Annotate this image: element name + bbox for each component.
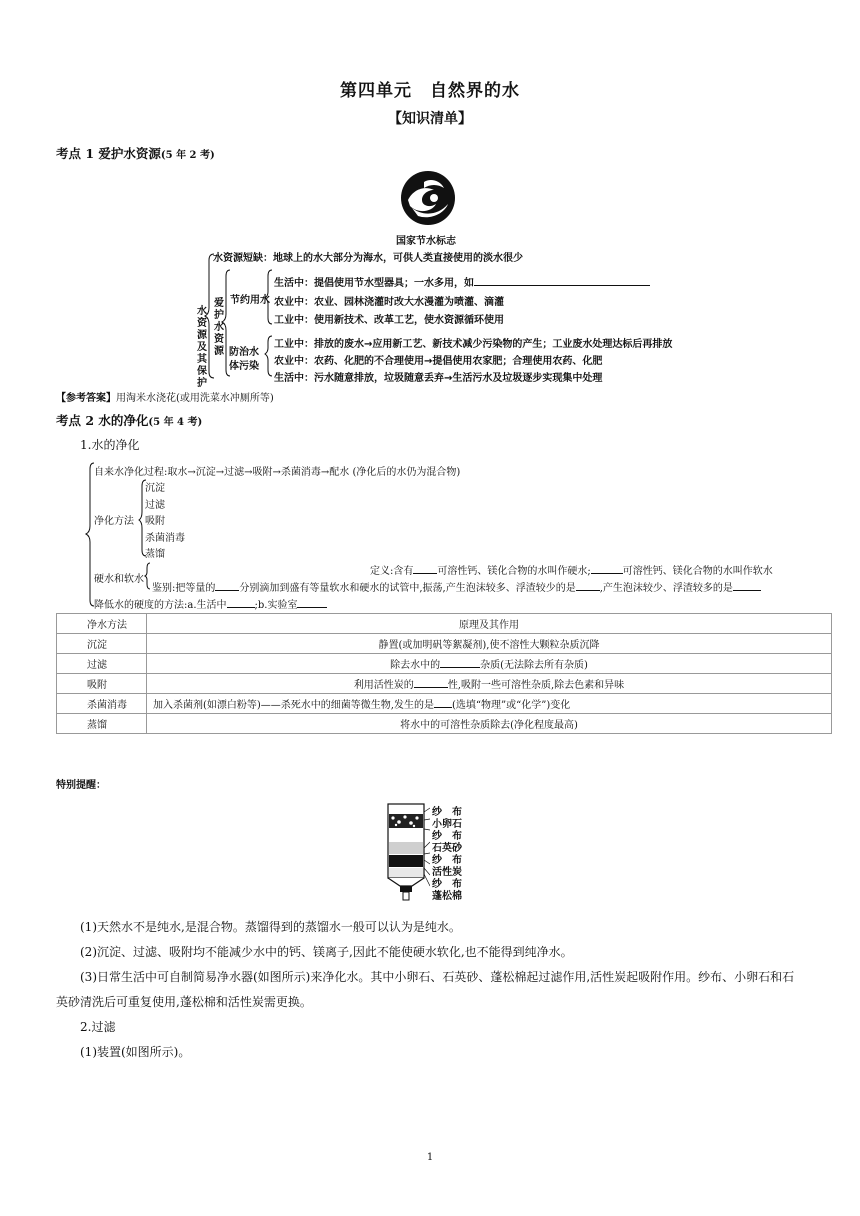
purification-brackets — [84, 460, 154, 610]
note-3: (3)日常生活中可自制简易净水器(如图所示)来净化水。其中小卵石、石英砂、蓬松棉起过滤作用,活性炭起吸附作用。纱布、小卵石和石 — [80, 970, 795, 984]
blank[interactable] — [413, 564, 437, 574]
tap-water-process: 自来水净化过程:取水→沉淀→过滤→吸附→杀菌消毒→配水 (净化后的水仍为混合物) — [94, 467, 461, 478]
method-adsorption: 吸附 — [145, 516, 165, 527]
blank[interactable] — [733, 581, 761, 591]
section2-heading: 考点 2 水的净化(5 年 4 考) — [56, 413, 203, 428]
section1-heading: 考点 1 爱护水资源(5 年 2 考) — [56, 146, 215, 161]
filter-label: 石英砂 — [432, 843, 462, 854]
note-2: (2)沉淀、过滤、吸附均不能减少水中的钙、镁离子,因此不能使硬水软化,也不能得到纯净水。 — [80, 945, 573, 959]
table-row — [57, 654, 832, 674]
blank[interactable] — [440, 658, 480, 668]
table-header-cell: 净水方法 — [57, 614, 147, 634]
note-3-cont: 英砂清洗后可重复使用,蓬松棉和活性炭需更换。 — [56, 995, 312, 1009]
hardness-identification: 鉴别:把等量的 分别滴加到盛有等量软水和硬水的试管中,振荡,产生泡沫较多、浮渣较少的是 ,产生泡沫较少、浮渣较多的是 — [152, 579, 761, 594]
pollution-label: 防治水体污染 — [229, 347, 259, 372]
method-sedimentation: 沉淀 — [145, 483, 165, 494]
reminder-label: 特别提醒： — [56, 780, 106, 791]
method-disinfection: 杀菌消毒 — [145, 533, 185, 544]
filtration-item-1: (1)装置(如图所示)。 — [80, 1045, 191, 1059]
section-subtitle: 【知识清单】 — [388, 111, 472, 127]
pollution-item-life: 生活中：污水随意排放，垃圾随意丢弃→生活污水及垃圾逐步实现集中处理 — [274, 373, 603, 384]
table-cell: 加入杀菌剂(如漂白粉等)——杀死水中的细菌等微生物,发生的是 (选填“物理”或“化学”)变化 — [147, 694, 832, 714]
save-water-label: 节约用水 — [230, 295, 270, 306]
blank[interactable] — [414, 678, 448, 688]
filter-label: 纱 布 — [432, 879, 462, 890]
water-saving-logo-icon — [400, 170, 456, 226]
table-cell: 静置(或加明矾等絮凝剂),使不溶性大颗粒杂质沉降 — [147, 634, 832, 654]
table-cell: 将水中的可溶性杂质除去(净化程度最高) — [147, 714, 832, 734]
table-cell: 沉淀 — [57, 634, 147, 654]
method-distillation: 蒸馏 — [145, 549, 165, 560]
sub-heading-filtration: 2.过滤 — [80, 1020, 116, 1034]
reference-answer: 【参考答案】用淘米水浇花(或用洗菜水冲厕所等) — [56, 393, 274, 404]
table-cell: 利用活性炭的 性,吸附一些可溶性杂质,除去色素和异味 — [147, 674, 832, 694]
logo-caption: 国家节水标志 — [396, 236, 456, 247]
table-row — [57, 714, 832, 734]
water-filter-icon — [384, 802, 430, 902]
blank[interactable] — [215, 581, 239, 591]
table-row — [57, 694, 832, 714]
blank[interactable] — [227, 598, 255, 608]
reduce-hardness: 降低水的硬度的方法:a.生活中 ;b.实验室 — [94, 596, 327, 611]
table-row — [57, 634, 832, 654]
table-header-cell: 原理及其作用 — [147, 614, 832, 634]
blank[interactable] — [591, 564, 623, 574]
protect-label: 爱护水资源 — [214, 298, 224, 357]
method-label: 净化方法 — [94, 516, 134, 527]
hardness-definition: 定义:含有 可溶性钙、镁化合物的水叫作硬水; 可溶性钙、镁化合物的水叫作软水 — [370, 566, 773, 577]
method-filtration: 过滤 — [145, 500, 165, 511]
page-title: 第四单元 自然界的水 — [340, 81, 520, 101]
filter-label: 纱 布 — [432, 855, 462, 866]
filter-label: 纱 布 — [432, 807, 462, 818]
shortage-text: 水资源短缺：地球上的水大部分为海水，可供人类直接使用的淡水很少 — [213, 253, 523, 264]
pollution-item-industry: 工业中：排放的废水→应用新工艺、新技术减少污染物的产生；工业废水处理达标后再排放 — [274, 339, 673, 350]
table-cell: 除去水中的 杂质(无法除去所有杂质) — [147, 654, 832, 674]
blank[interactable] — [576, 581, 600, 591]
filter-label: 活性炭 — [432, 867, 462, 878]
filter-label: 蓬松棉 — [432, 891, 462, 902]
blank[interactable] — [434, 698, 452, 708]
hardness-label: 硬水和软水 — [94, 574, 144, 585]
purification-table — [56, 613, 832, 734]
save-item-industry: 工业中：使用新技术、改革工艺，使水资源循环使用 — [274, 315, 504, 326]
answer-blank[interactable] — [474, 276, 650, 286]
note-1: (1)天然水不是纯水,是混合物。蒸馏得到的蒸馏水一般可以认为是纯水。 — [80, 920, 461, 934]
table-cell: 蒸馏 — [57, 714, 147, 734]
table-row — [57, 674, 832, 694]
sub-heading-purification: 1.水的净化 — [80, 438, 140, 452]
page-number: 1 — [426, 1152, 434, 1163]
save-item-agriculture: 农业中：农业、园林浇灌时改大水漫灌为喷灌、滴灌 — [274, 297, 504, 308]
table-cell: 过滤 — [57, 654, 147, 674]
table-cell: 杀菌消毒 — [57, 694, 147, 714]
filter-label: 纱 布 — [432, 831, 462, 842]
save-item-life: 生活中：提倡使用节水型器具；一水多用，如 — [274, 274, 650, 289]
pollution-item-agriculture: 农业中：农药、化肥的不合理使用→提倡使用农家肥；合理使用农药、化肥 — [274, 356, 603, 367]
filter-label: 小卵石 — [432, 819, 462, 830]
diagram-root-label: 水资源及其保护 — [197, 306, 207, 389]
table-header-row — [57, 614, 832, 634]
blank[interactable] — [297, 598, 327, 608]
table-cell: 吸附 — [57, 674, 147, 694]
